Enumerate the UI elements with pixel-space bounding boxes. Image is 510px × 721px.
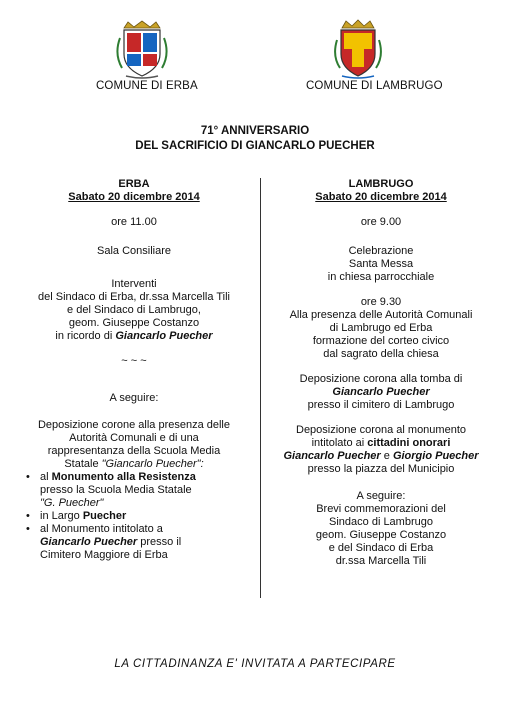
lambrugo-mon-3-name1: Giancarlo Puecher [283, 450, 381, 462]
lambrugo-mon-3-name2: Giorgio Puecher [392, 450, 479, 462]
erba-tildes: ~ ~ ~ [121, 355, 147, 367]
erba-ricordo-prefix: in ricordo di [55, 330, 116, 342]
erba-depo-4-prefix: Statale [64, 458, 102, 470]
erba-b1-prefix: al [40, 471, 52, 483]
erba-ricordo [24, 330, 244, 343]
title-line-2: DEL SACRIFICIO DI GIANCARLO PUECHER [135, 140, 375, 152]
erba-b2-bold: Puecher [82, 510, 127, 522]
list-item [24, 510, 244, 523]
lambrugo-brevi-5: dr.ssa Marcella Tili [335, 555, 427, 567]
lambrugo-cel-3: in chiesa parrocchiale [327, 271, 435, 283]
erba-bullet-list [24, 471, 244, 562]
comune-lambrugo-label: COMUNE DI LAMBRUGO [306, 80, 443, 92]
lambrugo-mon-2 [270, 437, 492, 450]
column-divider [260, 178, 261, 598]
erba-time: ore 11.00 [111, 216, 157, 228]
list-item [24, 549, 244, 562]
lambrugo-tomb-name: Giancarlo Puecher [332, 386, 430, 398]
erba-depo-3: rappresentanza della Scuola Media [47, 445, 221, 457]
lambrugo-column [270, 178, 492, 568]
page-title [0, 124, 510, 154]
erba-interventi-1: Interventi [111, 278, 157, 290]
erba-depo-1: Deposizione corone alla presenza delle [37, 419, 230, 431]
erba-date: Sabato 20 dicembre 2014 [68, 191, 200, 203]
list-item [24, 471, 244, 484]
erba-b1-line3: "G. Puecher" [40, 497, 104, 509]
comune-erba-label: COMUNE DI ERBA [96, 80, 198, 92]
list-item [24, 523, 244, 536]
lambrugo-coat-of-arms-icon [328, 18, 388, 80]
lambrugo-tomb-3: presso il cimitero di Lambrugo [307, 399, 455, 411]
erba-b3-name: Giancarlo Puecher [40, 536, 138, 548]
lambrugo-cel-2: Santa Messa [348, 258, 414, 270]
list-item [24, 497, 244, 510]
erba-interventi-2: del Sindaco di Erba, dr.ssa Marcella Tili [38, 291, 230, 303]
lambrugo-seguire: A seguire: [356, 490, 406, 502]
erba-b1-line2: presso la Scuola Media Statale [40, 484, 192, 496]
lambrugo-time-2: ore 9.30 [360, 296, 402, 308]
lambrugo-brevi-4: e del Sindaco di Erba [328, 542, 434, 554]
erba-b3-suffix: presso il [137, 536, 182, 548]
erba-seguire: A seguire: [109, 392, 159, 404]
lambrugo-mon-4: presso la piazza del Municipio [307, 463, 455, 475]
lambrugo-date: Sabato 20 dicembre 2014 [315, 191, 447, 203]
erba-place: ERBA [118, 178, 150, 190]
lambrugo-mon-2-bold: cittadini onorari [367, 437, 451, 449]
erba-b3-line3: Cimitero Maggiore di Erba [40, 549, 168, 561]
erba-depo-4 [24, 458, 244, 471]
erba-depo-4-name: "Giancarlo Puecher": [101, 458, 204, 470]
lambrugo-brevi-3: geom. Giuseppe Costanzo [315, 529, 447, 541]
list-item [24, 484, 244, 497]
footer-invitation: LA CITTADINANZA E' INVITATA A PARTECIPARE [114, 658, 396, 670]
erba-b3-line1: al Monumento intitolato a [40, 523, 163, 535]
lambrugo-place: LAMBRUGO [348, 178, 414, 190]
list-item [24, 536, 244, 549]
lambrugo-brevi-2: Sindaco di Lambrugo [329, 516, 433, 528]
erba-b2-prefix: in Largo [40, 510, 83, 522]
erba-ricordo-name: Giancarlo Puecher [115, 330, 213, 342]
lambrugo-brevi-1: Brevi commemorazioni del [316, 503, 446, 515]
lambrugo-mon-3-mid: e [380, 450, 393, 462]
lambrugo-tomb-1: Deposizione corona alla tomba di [299, 373, 463, 385]
erba-depo-2: Autorità Comunali e di una [69, 432, 199, 444]
erba-interventi-4: geom. Giuseppe Costanzo [68, 317, 200, 329]
erba-interventi-3: e del Sindaco di Lambrugo, [67, 304, 201, 316]
erba-column [24, 178, 244, 562]
erba-b1-bold: Monumento alla Resistenza [51, 471, 196, 483]
title-line-1: 71° ANNIVERSARIO [200, 125, 310, 137]
erba-venue: Sala Consiliare [97, 245, 171, 257]
lambrugo-time-1: ore 9.00 [360, 216, 402, 228]
lambrugo-mon-3 [270, 450, 492, 463]
lambrugo-pres-3: formazione del corteo civico [312, 335, 450, 347]
lambrugo-pres-2: di Lambrugo ed Erba [329, 322, 433, 334]
lambrugo-pres-4: dal sagrato della chiesa [323, 348, 439, 360]
erba-coat-of-arms-icon [112, 18, 172, 80]
lambrugo-mon-2-prefix: intitolato ai [311, 437, 368, 449]
lambrugo-cel-1: Celebrazione [348, 245, 414, 257]
lambrugo-mon-1: Deposizione corona al monumento [296, 424, 466, 436]
lambrugo-pres-1: Alla presenza delle Autorità Comunali [289, 309, 473, 321]
